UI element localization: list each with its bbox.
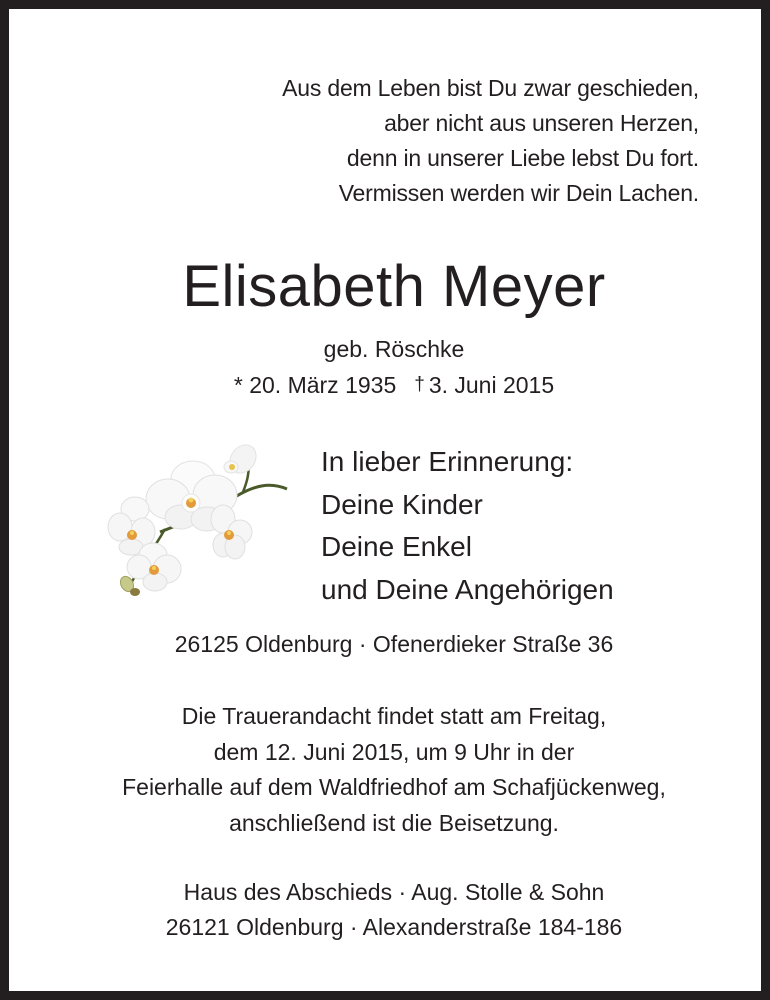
- death-date: 3. Juni 2015: [428, 372, 555, 398]
- service-line: Feierhalle auf dem Waldfriedhof am Schafjückenweg,: [122, 774, 666, 800]
- mourners-heading: In lieber Erinnerung:: [321, 446, 574, 477]
- poem-line: Vermissen werden wir Dein Lachen.: [338, 180, 699, 206]
- mourner-line: Deine Kinder: [321, 488, 483, 520]
- funeral-home: [9, 875, 770, 945]
- mourner-line: und Deine Angehörigen: [321, 573, 614, 605]
- poem-line: denn in unserer Liebe lebst Du fort.: [346, 145, 699, 171]
- life-dates: [9, 369, 770, 404]
- birth-date: 20. März 1935: [249, 372, 397, 398]
- service-details: [9, 699, 770, 841]
- mourner-line: Deine Enkel: [321, 531, 472, 562]
- birth-star-icon: *: [233, 372, 243, 398]
- orchid-icon: [105, 437, 295, 597]
- funeral-home-name: Haus des Abschieds · Aug. Stolle & Sohn: [183, 879, 605, 905]
- maiden-name: geb. Röschke: [323, 336, 465, 362]
- service-line: anschließend ist die Beisetzung.: [229, 809, 559, 836]
- service-line: Die Trauerandacht findet statt am Freitag,: [181, 703, 607, 729]
- deceased-name: Elisabeth Meyer: [182, 254, 606, 319]
- service-line: dem 12. Juni 2015, um 9 Uhr in der: [213, 738, 575, 765]
- funeral-home-address: 26121 Oldenburg · Alexanderstraße 184-186: [165, 914, 623, 940]
- death-cross-icon: †: [414, 374, 425, 395]
- mourners-list: [321, 441, 614, 611]
- poem-line: Aus dem Leben bist Du zwar geschieden,: [282, 75, 699, 101]
- family-address: 26125 Oldenburg · Ofenerdieker Straße 36: [174, 631, 614, 657]
- poem: [282, 71, 699, 211]
- poem-line: aber nicht aus unseren Herzen,: [384, 110, 699, 136]
